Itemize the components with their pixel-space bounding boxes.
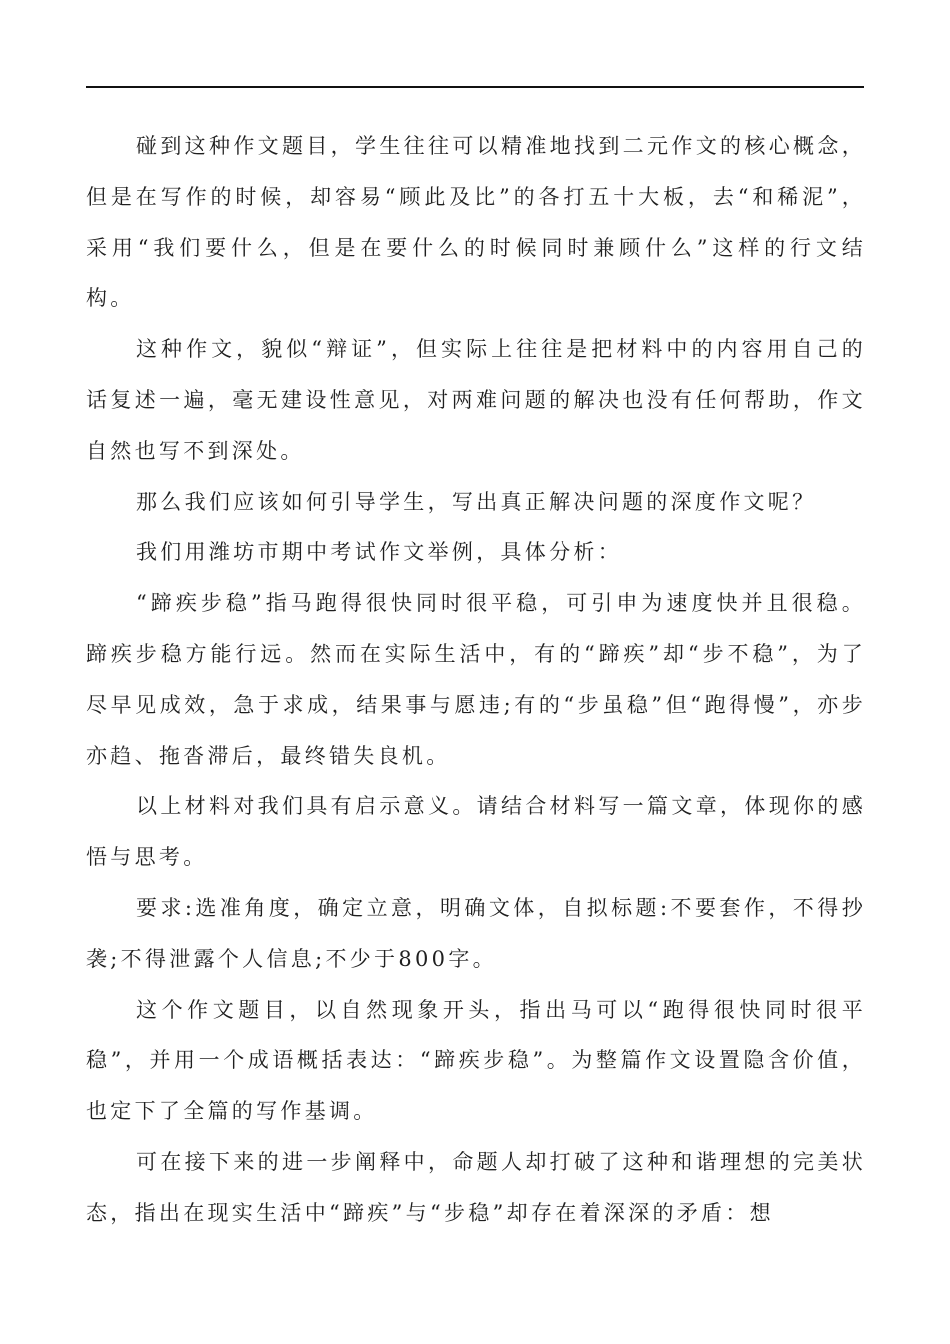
paragraph-2: 这种作文，貌似“辩证”，但实际上往往是把材料中的内容用自己的话复述一遍，毫无建设性意见，对两难问题的解决也没有任何帮助，作文自然也写不到深处。: [86, 337, 866, 463]
paragraph-3: 那么我们应该如何引导学生，写出真正解决问题的深度作文呢？: [136, 489, 817, 514]
paragraph-7-prompt-requirements: 要求:选准角度，确定立意，明确文体，自拟标题:不要套作，不得抄袭;不得泄露个人信息;不少于800字。: [86, 895, 866, 971]
paragraph-8: 这个作文题目，以自然现象开头，指出马可以“跑得很快同时很平稳”，并用一个成语概括表达：“蹄疾步稳”。为整篇作文设置隐含价值，也定下了全篇的写作基调。: [86, 997, 866, 1124]
paragraph-4: 我们用潍坊市期中考试作文举例，具体分析：: [136, 540, 622, 565]
paragraph-9: 可在接下来的进一步阐释中，命题人却打破了这种和谐理想的完美状态，指出在现实生活中“蹄疾”与“步稳”却存在着深深的矛盾：想: [86, 1149, 866, 1225]
paragraph-6-prompt-instruction: 以上材料对我们具有启示意义。请结合材料写一篇文章，体现你的感悟与思考。: [86, 794, 866, 870]
header-rule: [86, 86, 864, 88]
paragraph-1: 碰到这种作文题目，学生往往可以精准地找到二元作文的核心概念，但是在写作的时候，却容易“顾此及比”的各打五十大板，去“和稀泥”，采用“我们要什么，但是在要什么的时候同时兼顾什么”这样的行文结构。: [86, 134, 866, 311]
paragraph-5-prompt-material: “蹄疾步稳”指马跑得很快同时很平稳，可引申为速度快并且很稳。蹄疾步稳方能行远。然而在实际生活中，有的“蹄疾”却“步不稳”，为了尽早见成效，急于求成，结果事与愿违;有的“步虽稳”但“跑得慢”，亦步亦趋、拖沓滞后，最终错失良机。: [86, 591, 866, 768]
document-body: [86, 121, 866, 1239]
